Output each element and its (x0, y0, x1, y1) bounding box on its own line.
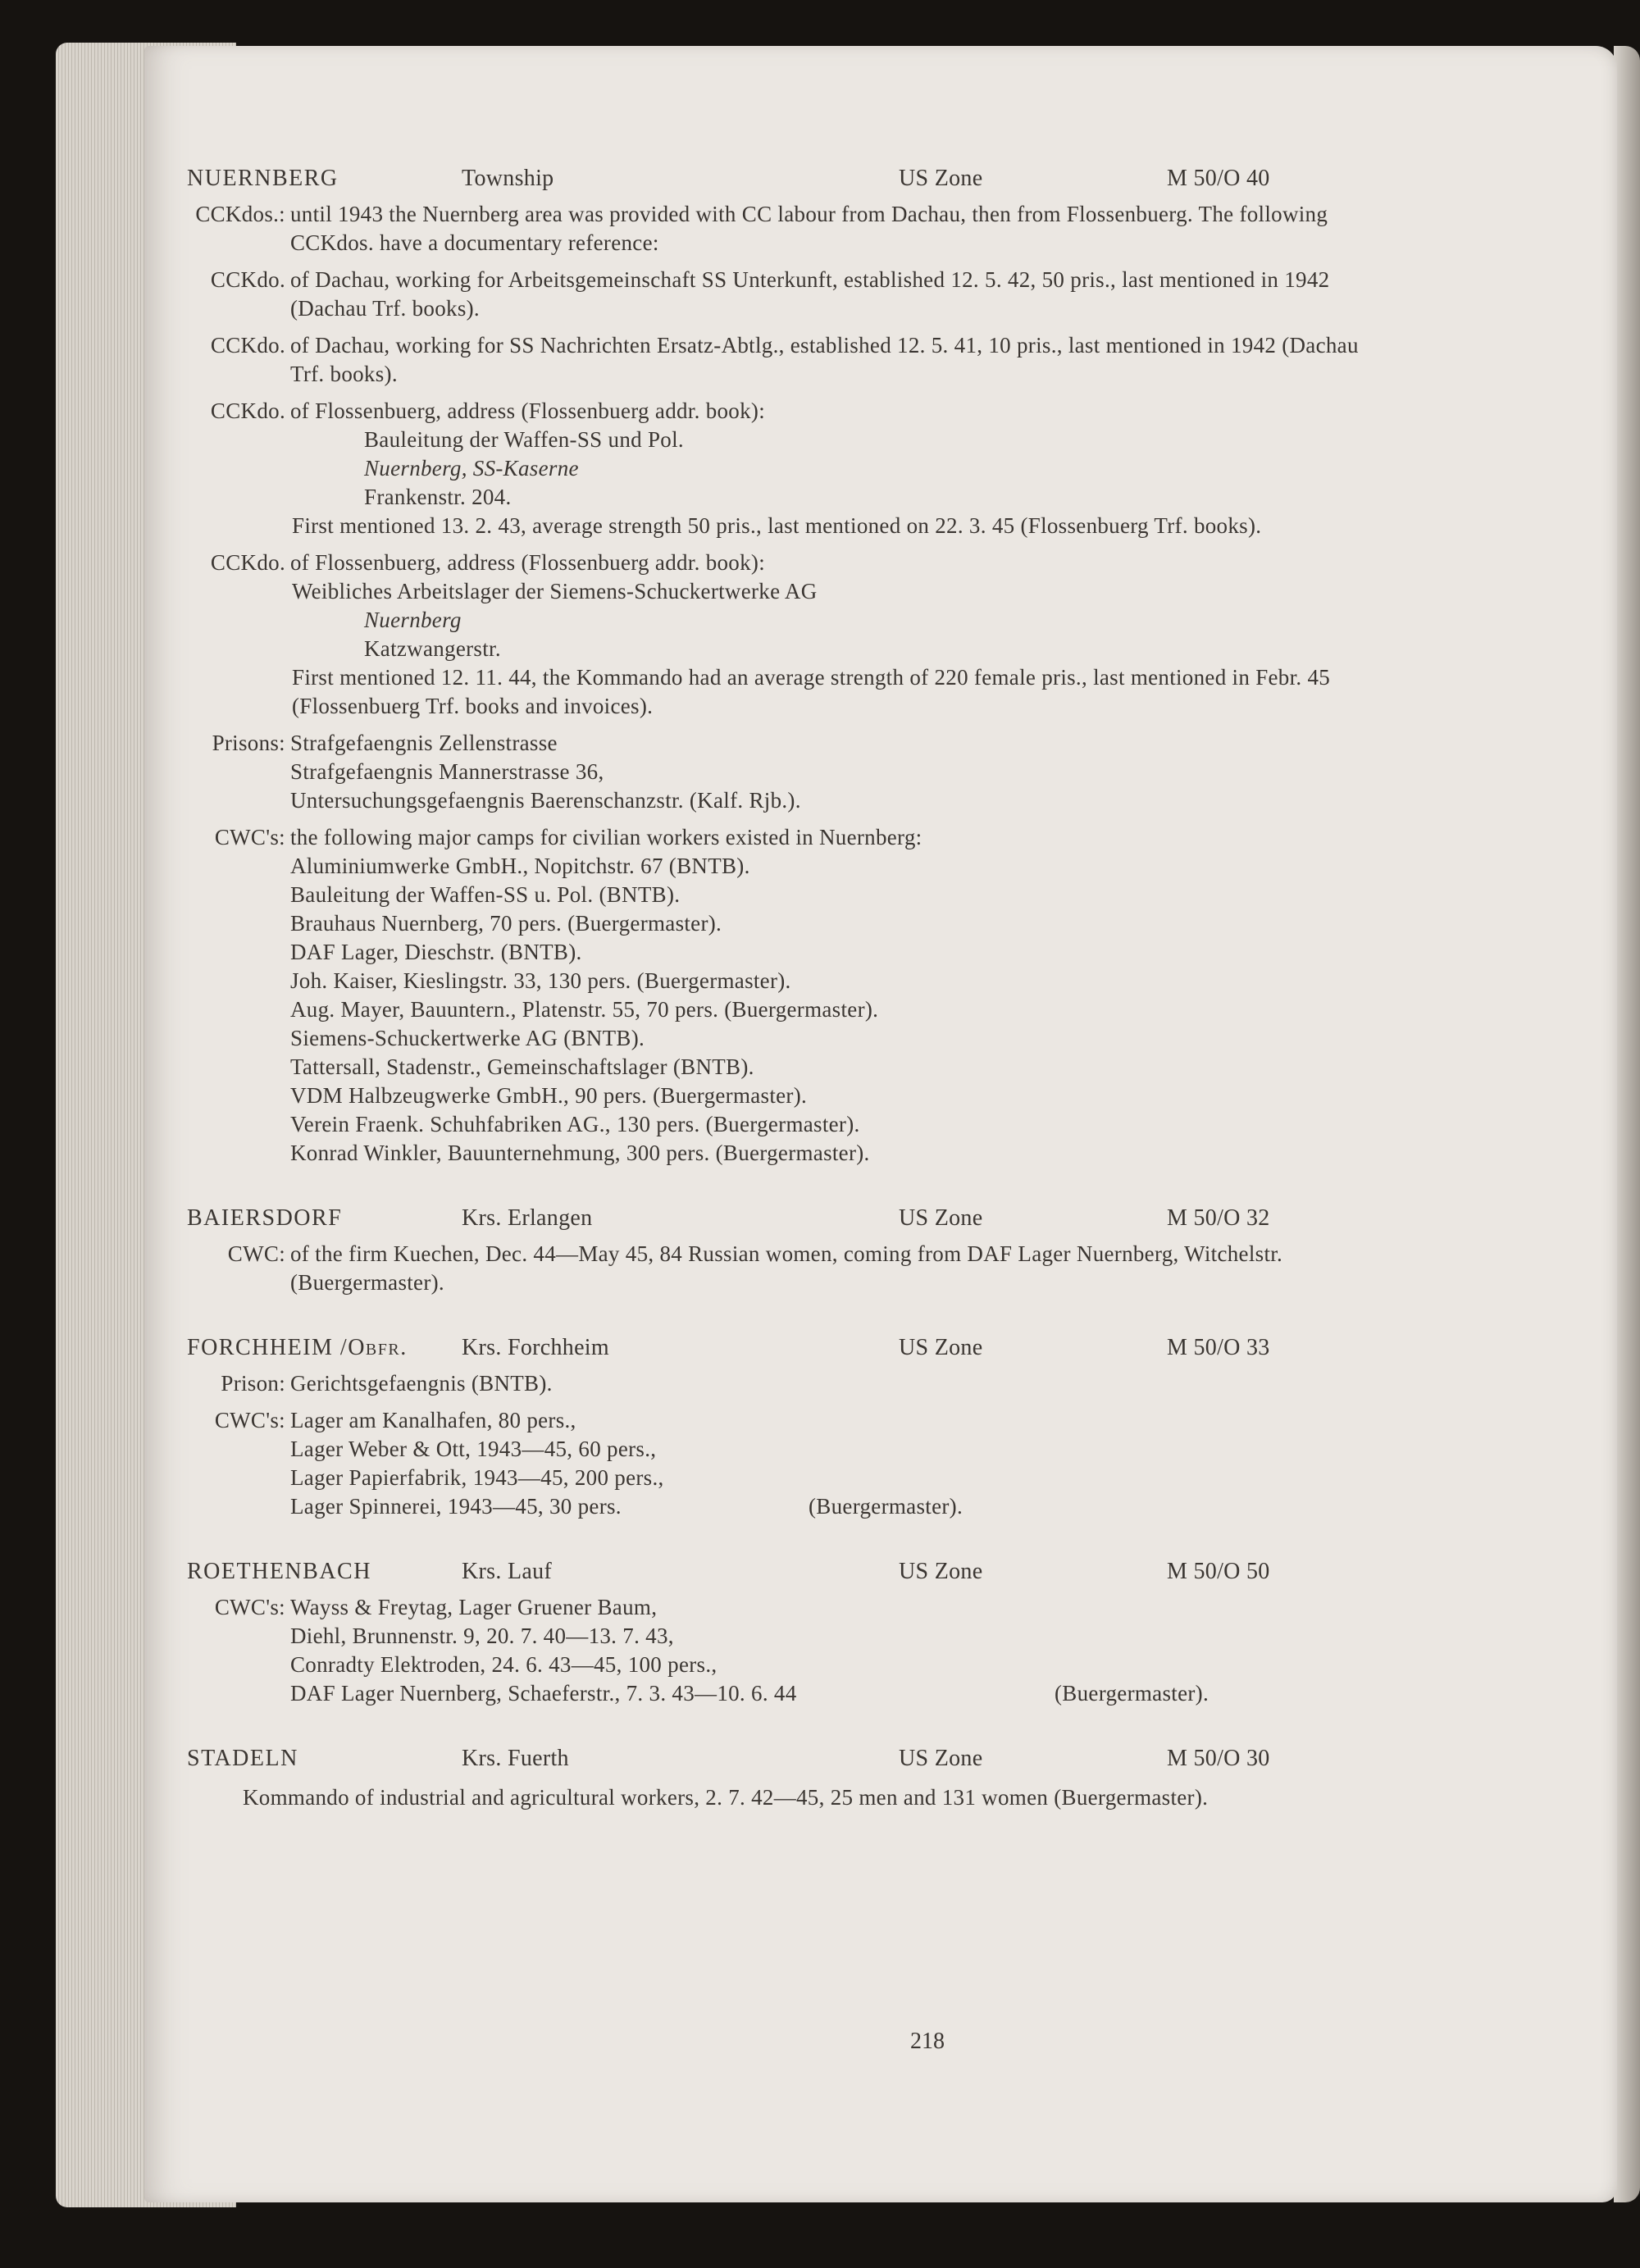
district: Krs. Forchheim (462, 1335, 609, 1360)
list-item: Verein Fraenk. Schuhfabriken AG., 130 pers. (Buergermaster). (290, 1112, 860, 1136)
list-item: VDM Halbzeugwerke GmbH., 90 pers. (Buergermaster). (290, 1083, 808, 1108)
kdo-note: First mentioned 13. 2. 43, average strength 50 pris., last mentioned on 22. 3. 45 (Flossenbuerg Trf. books). (292, 513, 1262, 538)
list-item: Conradty Elektroden, 24. 6. 43—45, 100 pers., (290, 1652, 718, 1677)
prisons-list (290, 729, 1384, 815)
entry-header (187, 1557, 1384, 1593)
entry-nuernberg (187, 164, 1384, 1168)
zone: US Zone (899, 1205, 983, 1231)
ccKdos-label: CCKdos.: (195, 202, 285, 226)
list-item: Diehl, Brunnenstr. 9, 20. 7. 40—13. 7. 43, (290, 1624, 674, 1648)
entry-roethenbach (187, 1557, 1384, 1708)
prisons-label: Prisons: (212, 731, 285, 755)
kdo-line-1 (187, 266, 1384, 323)
list-item: Siemens-Schuckertwerke AG (BNTB). (290, 1026, 645, 1050)
kdo-note: First mentioned 12. 11. 44, the Kommando had an average strength of 220 female pris., last mentioned in Febr. 45 (Flossenbuerg Trf. books and invoices). (292, 665, 1331, 718)
source-note: (Buergermaster). (809, 1494, 963, 1519)
page-gutter-shadow (1614, 46, 1640, 2202)
cwc-list (290, 823, 1384, 1168)
cwc-list (290, 1406, 1384, 1521)
address-line: Nuernberg, SS-Kaserne (364, 456, 579, 480)
entry-baiersdorf (187, 1204, 1384, 1297)
kdo-line-4 (187, 549, 1384, 577)
place-name: STADELN (187, 1746, 298, 1771)
district: Krs. Fuerth (462, 1746, 569, 1771)
prison-text: Gerichtsgefaengnis (BNTB). (290, 1371, 553, 1396)
cwc-label: CWC's: (214, 825, 285, 849)
list-item: DAF Lager, Dieschstr. (BNTB). (290, 940, 582, 964)
kdo-line-3 (187, 397, 1384, 426)
entry-forchheim (187, 1333, 1384, 1521)
list-item: Joh. Kaiser, Kieslingstr. 33, 130 pers. (Buergermaster). (290, 968, 791, 993)
cwc-line (187, 1406, 1384, 1521)
kommando-text: Kommando of industrial and agricultural workers, 2. 7. 42—45, 25 men and 131 women (Buergermaster). (243, 1785, 1209, 1810)
district: Township (462, 166, 554, 191)
kdo-label: CCKdo. (210, 398, 285, 423)
page-content (187, 164, 1384, 1848)
list-item: Aug. Mayer, Bauuntern., Platenstr. 55, 70 pers. (Buergermaster). (290, 997, 879, 1022)
cwc-label: CWC's: (214, 1595, 285, 1619)
list-item: Strafgefaengnis Mannerstrasse 36, (290, 759, 604, 784)
entry-header (187, 1333, 1384, 1369)
kdo-text: of Flossenbuerg, address (Flossenbuerg addr. book): (290, 398, 765, 423)
list-item: Tattersall, Stadenstr., Gemeinschaftslager (BNTB). (290, 1054, 754, 1079)
kdo-address (187, 577, 1384, 663)
list-item-with-source (290, 1679, 1209, 1708)
list-item: Bauleitung der Waffen-SS u. Pol. (BNTB). (290, 882, 681, 907)
prison-label: Prison: (221, 1371, 285, 1396)
district: Krs. Lauf (462, 1559, 552, 1584)
cwc-label: CWC: (227, 1241, 285, 1266)
list-item: Konrad Winkler, Bauunternehmung, 300 pers. (Buergermaster). (290, 1141, 870, 1165)
address-line: Nuernberg (364, 608, 462, 632)
kdo-label: CCKdo. (210, 267, 285, 292)
list-item: Strafgefaengnis Zellenstrasse (290, 731, 558, 755)
source-note: (Buergermaster). (1055, 1681, 1209, 1706)
address-line: Bauleitung der Waffen-SS und Pol. (364, 427, 684, 452)
cwc-line (187, 823, 1384, 1168)
map-reference: M 50/O 33 (1167, 1335, 1270, 1360)
place-name: NUERNBERG (187, 166, 339, 191)
list-item: Brauhaus Nuernberg, 70 pers. (Buergermaster). (290, 911, 722, 936)
list-item: Aluminiumwerke GmbH., Nopitchstr. 67 (BNTB). (290, 854, 750, 878)
prisons-line (187, 729, 1384, 815)
page-number: 218 (910, 2029, 945, 2054)
place-name: FORCHHEIM /Obfr. (187, 1335, 408, 1360)
list-item: Lager Spinnerei, 1943—45, 30 pers. (290, 1494, 622, 1519)
list-item-with-source (290, 1492, 963, 1521)
zone: US Zone (899, 166, 983, 191)
cwc-label: CWC's: (214, 1408, 285, 1432)
kdo-label: CCKdo. (210, 333, 285, 358)
cwc-line (187, 1240, 1384, 1297)
map-reference: M 50/O 50 (1167, 1559, 1270, 1584)
list-item: Lager Papierfabrik, 1943—45, 200 pers., (290, 1465, 664, 1490)
zone: US Zone (899, 1335, 983, 1360)
list-item: DAF Lager Nuernberg, Schaeferstr., 7. 3. 43—10. 6. 44 (290, 1681, 797, 1706)
map-reference: M 50/O 40 (1167, 166, 1270, 191)
entry-header (187, 164, 1384, 200)
map-reference: M 50/O 30 (1167, 1746, 1270, 1771)
list-item: Lager Weber & Ott, 1943—45, 60 pers., (290, 1437, 657, 1461)
zone: US Zone (899, 1559, 983, 1584)
cwc-intro: the following major camps for civilian workers existed in Nuernberg: (290, 825, 922, 849)
district: Krs. Erlangen (462, 1205, 593, 1231)
ccKdos-line (187, 200, 1384, 257)
list-item: Wayss & Freytag, Lager Gruener Baum, (290, 1595, 658, 1619)
address-line: Weibliches Arbeitslager der Siemens-Schuckertwerke AG (292, 579, 818, 603)
cwc-text: of the firm Kuechen, Dec. 44—May 45, 84 Russian women, coming from DAF Lager Nuernberg, Witchelstr. (Buergermaster). (290, 1241, 1283, 1295)
kdo-text: of Dachau, working for Arbeitsgemeinschaft SS Unterkunft, established 12. 5. 42, 50 pris., last mentioned in 1942 (Dachau Trf. books). (290, 267, 1330, 321)
list-item: Lager am Kanalhafen, 80 pers., (290, 1408, 576, 1432)
entry-header (187, 1204, 1384, 1240)
address-line: Frankenstr. 204. (364, 485, 512, 509)
kdo-text: of Dachau, working for SS Nachrichten Ersatz-Abtlg., established 12. 5. 41, 10 pris., last mentioned in 1942 (Dachau Trf. books). (290, 333, 1359, 386)
cwc-line (187, 1593, 1384, 1708)
kdo-address (187, 426, 1384, 512)
address-line: Katzwangerstr. (364, 636, 501, 661)
entry-stadeln (187, 1744, 1384, 1812)
prison-line (187, 1369, 1384, 1398)
zone: US Zone (899, 1746, 983, 1771)
kdo-label: CCKdo. (210, 550, 285, 575)
map-reference: M 50/O 32 (1167, 1205, 1270, 1231)
entry-header (187, 1744, 1384, 1780)
kdo-line-2 (187, 331, 1384, 389)
place-name: BAIERSDORF (187, 1205, 343, 1231)
kdo-text: of Flossenbuerg, address (Flossenbuerg addr. book): (290, 550, 765, 575)
list-item: Untersuchungsgefaengnis Baerenschanzstr. (Kalf. Rjb.). (290, 788, 801, 813)
ccKdos-text: until 1943 the Nuernberg area was provided with CC labour from Dachau, then from Flossenbuerg. The following CCKdos. have a documentary reference: (290, 202, 1328, 255)
place-name: ROETHENBACH (187, 1559, 371, 1584)
cwc-list (290, 1593, 1384, 1708)
